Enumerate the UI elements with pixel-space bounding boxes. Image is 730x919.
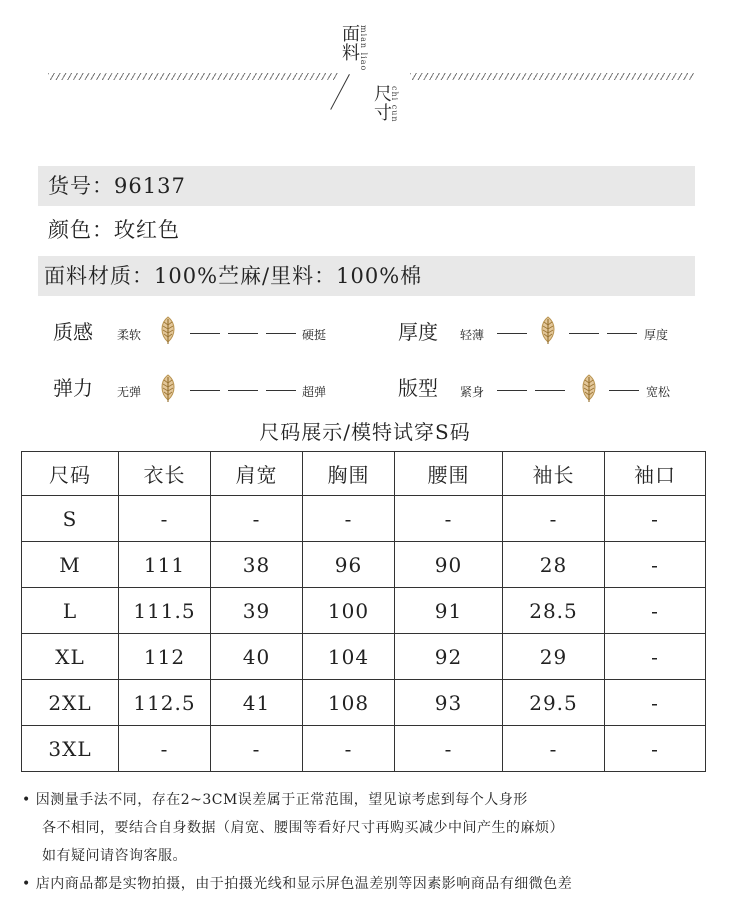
table-cell: - bbox=[211, 496, 303, 542]
table-cell: 29.5 bbox=[503, 680, 605, 726]
header-hatch-left bbox=[48, 73, 338, 80]
wheat-leaf-icon bbox=[157, 373, 179, 403]
table-cell: - bbox=[605, 726, 706, 772]
color-text: 颜色：玫红色 bbox=[48, 218, 180, 242]
attr-texture-right: 硬挺 bbox=[302, 328, 327, 342]
table-cell: 111.5 bbox=[119, 588, 211, 634]
table-cell: M bbox=[22, 542, 119, 588]
attr-elasticity-line bbox=[190, 390, 220, 391]
table-cell: 92 bbox=[395, 634, 503, 680]
size-table-title: 尺码展示/模特试穿S码 bbox=[259, 420, 471, 444]
attr-elasticity-right: 超弹 bbox=[302, 385, 327, 399]
attr-thickness-line bbox=[569, 333, 599, 334]
table-header-cell: 腰围 bbox=[395, 452, 503, 496]
table-cell: - bbox=[503, 726, 605, 772]
table-cell: 90 bbox=[395, 542, 503, 588]
table-cell: - bbox=[211, 726, 303, 772]
size-table bbox=[21, 451, 706, 772]
attr-elasticity-line bbox=[228, 390, 258, 391]
table-cell: - bbox=[119, 496, 211, 542]
table-cell: - bbox=[303, 726, 395, 772]
table-cell: - bbox=[119, 726, 211, 772]
table-header-cell: 胸围 bbox=[303, 452, 395, 496]
table-header-cell: 肩宽 bbox=[211, 452, 303, 496]
table-cell: - bbox=[503, 496, 605, 542]
info-item-no bbox=[38, 166, 695, 206]
attr-fit-line bbox=[609, 390, 639, 391]
attr-thickness-line bbox=[607, 333, 637, 334]
table-cell: L bbox=[22, 588, 119, 634]
table-cell: 112.5 bbox=[119, 680, 211, 726]
table-row bbox=[22, 496, 706, 542]
table-cell: 2XL bbox=[22, 680, 119, 726]
table-row bbox=[22, 588, 706, 634]
table-cell: 112 bbox=[119, 634, 211, 680]
table-cell: 91 bbox=[395, 588, 503, 634]
note-line-1: • 因测量手法不同，存在2~3CM误差属于正常范围，望见谅考虑到每个人身形 bbox=[22, 792, 528, 808]
attr-texture-line bbox=[266, 333, 296, 334]
attr-fit-line bbox=[497, 390, 527, 391]
attr-texture-line bbox=[228, 333, 258, 334]
table-cell: - bbox=[605, 588, 706, 634]
attr-fit-label: 版型 bbox=[398, 376, 438, 400]
table-cell: - bbox=[395, 726, 503, 772]
info-material bbox=[38, 256, 695, 296]
header-fabric-pinyin: mian liao bbox=[359, 25, 368, 72]
header-fabric-label: 面料 bbox=[339, 24, 360, 62]
table-cell: - bbox=[605, 634, 706, 680]
attr-thickness-left: 轻薄 bbox=[460, 328, 485, 342]
table-cell: 93 bbox=[395, 680, 503, 726]
table-header-row bbox=[22, 452, 706, 496]
attr-fit-line bbox=[535, 390, 565, 391]
table-header-cell: 袖口 bbox=[605, 452, 706, 496]
wheat-leaf-icon bbox=[578, 373, 600, 403]
attr-thickness-label: 厚度 bbox=[398, 320, 438, 344]
table-cell: 28.5 bbox=[503, 588, 605, 634]
table-row bbox=[22, 726, 706, 772]
table-cell: 96 bbox=[303, 542, 395, 588]
item-no-text: 货号：96137 bbox=[48, 174, 186, 198]
attr-fit-left: 紧身 bbox=[460, 385, 485, 399]
attr-texture-label: 质感 bbox=[53, 320, 93, 344]
table-row bbox=[22, 634, 706, 680]
table-cell: 28 bbox=[503, 542, 605, 588]
wheat-leaf-icon bbox=[157, 315, 179, 345]
table-cell: - bbox=[303, 496, 395, 542]
table-cell: - bbox=[605, 496, 706, 542]
attr-elasticity-left: 无弹 bbox=[117, 385, 142, 399]
table-header-cell: 尺码 bbox=[22, 452, 119, 496]
table-cell: 39 bbox=[211, 588, 303, 634]
table-cell: 41 bbox=[211, 680, 303, 726]
info-color bbox=[38, 210, 695, 250]
table-cell: - bbox=[395, 496, 503, 542]
table-cell: 104 bbox=[303, 634, 395, 680]
attr-fit-right: 宽松 bbox=[646, 385, 671, 399]
table-cell: XL bbox=[22, 634, 119, 680]
attr-texture-line bbox=[190, 333, 220, 334]
table-row bbox=[22, 542, 706, 588]
table-cell: 108 bbox=[303, 680, 395, 726]
table-row bbox=[22, 680, 706, 726]
header-hatch-right bbox=[410, 73, 695, 80]
attr-elasticity-line bbox=[266, 390, 296, 391]
table-cell: - bbox=[605, 680, 706, 726]
attr-elasticity-label: 弹力 bbox=[53, 376, 93, 400]
table-header-cell: 袖长 bbox=[503, 452, 605, 496]
table-cell: 111 bbox=[119, 542, 211, 588]
attr-thickness-right: 厚度 bbox=[644, 328, 669, 342]
note-line-2: 各不相同，要结合自身数据（肩宽、腰围等看好尺寸再购买减少中间产生的麻烦） bbox=[42, 820, 564, 836]
note-line-3: 如有疑问请咨询客服。 bbox=[42, 848, 187, 864]
header-size-label: 尺寸 bbox=[371, 84, 392, 122]
header-size-pinyin: chi cun bbox=[390, 86, 399, 123]
table-header-cell: 衣长 bbox=[119, 452, 211, 496]
table-cell: 100 bbox=[303, 588, 395, 634]
attr-texture-left: 柔软 bbox=[117, 328, 142, 342]
material-text: 面料材质：100%苎麻/里料：100%棉 bbox=[44, 264, 423, 288]
note-line-4: • 店内商品都是实物拍摄，由于拍摄光线和显示屏色温差别等因素影响商品有细微色差 bbox=[22, 876, 573, 892]
table-cell: S bbox=[22, 496, 119, 542]
table-cell: 3XL bbox=[22, 726, 119, 772]
table-cell: 40 bbox=[211, 634, 303, 680]
table-cell: 38 bbox=[211, 542, 303, 588]
wheat-leaf-icon bbox=[537, 315, 559, 345]
table-cell: - bbox=[605, 542, 706, 588]
attr-thickness-line bbox=[497, 333, 527, 334]
table-cell: 29 bbox=[503, 634, 605, 680]
